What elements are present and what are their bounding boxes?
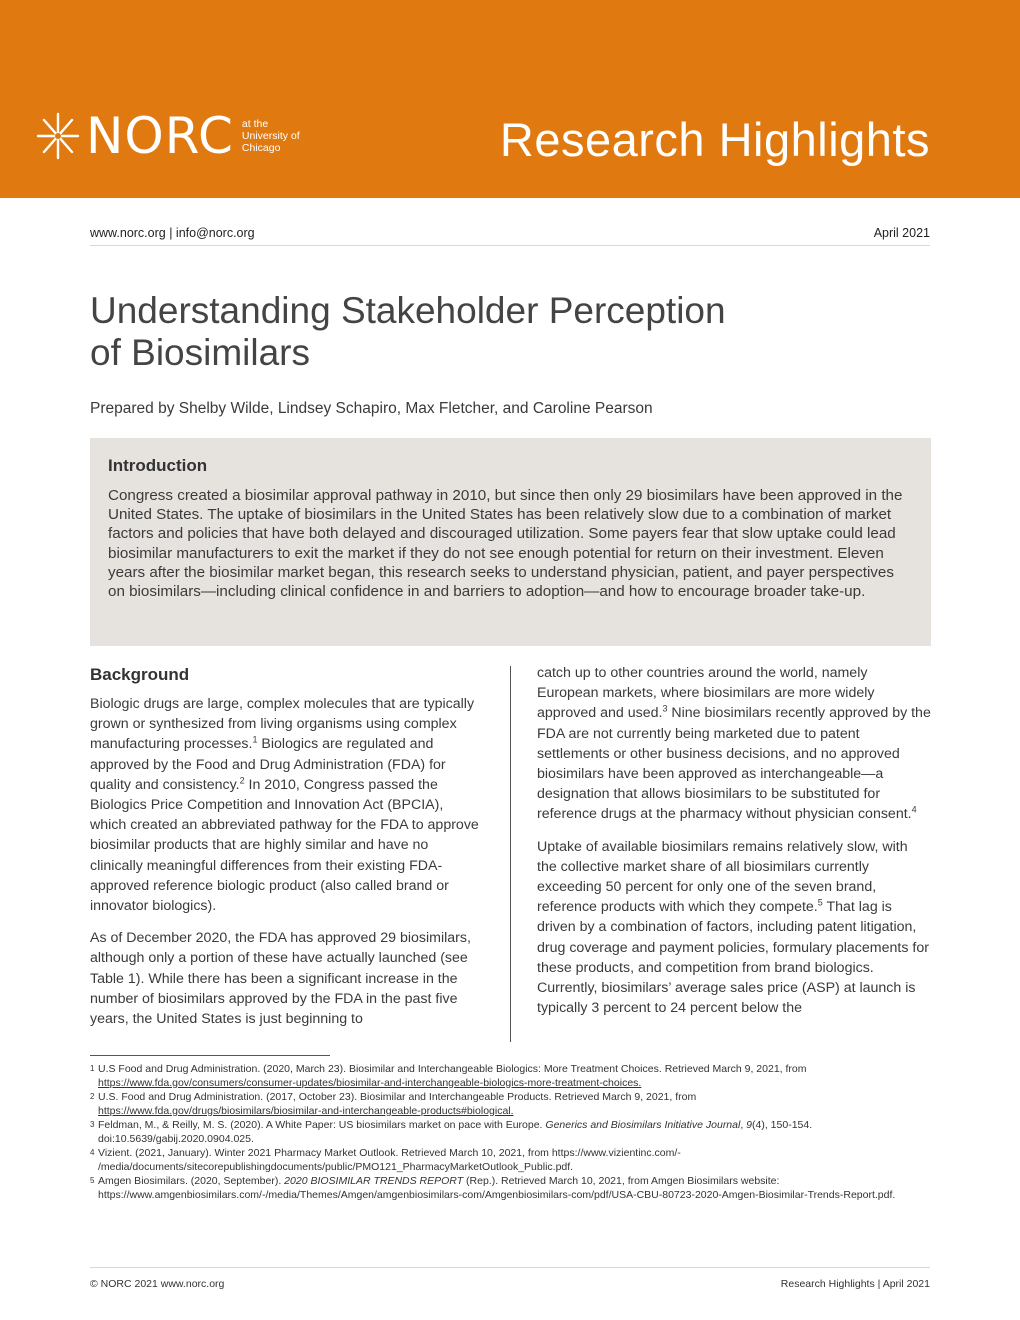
publication-date: April 2021 (873, 226, 930, 240)
background-paragraph-3: catch up to other countries around the world, namely European markets, where biosimilars are more widely approved and used.$^3$ Nine biosimilars recently approved by the FDA are not currently being marketed due to patent settlements or other business decisions, and no approved biosimilars have been approved as interchangeable—a designation that allows biosimilars to be substituted for reference drugs at the pharmacy without physician consent.$^4$ (537, 665, 931, 823)
column-divider (510, 666, 511, 1042)
introduction-box (90, 438, 931, 646)
footnote-5-link[interactable]: https://www.amgenbiosimilars.com/-/media/Themes/Amgen/amgenbiosimilars-com/Amgenbiosimilars-com/pdf/USA-CBU-80723-2020-Amgen-Biosimilar-Trends-Report.pdf. (98, 1188, 896, 1201)
footnote-2-link[interactable]: https://www.fda.gov/drugs/biosimilars/biosimilar-and-interchangeable-products#biological. (98, 1104, 514, 1117)
footnote-4: 4 Vizient. (2021, January). Winter 2021 Pharmacy Market Outlook. Retrieved March 10, 2021, from https://www.vizientinc.com/- /media/documents/sitecorepublishingdocuments/public/PMO121_PharmacyMarketOutlook_Public.pdf. (90, 1147, 681, 1173)
norc-logo[interactable] (32, 106, 300, 166)
footnote-ref-4[interactable]: 4 (911, 804, 917, 815)
background-right-column (537, 663, 931, 1030)
footnote-ref-1[interactable]: 1 (252, 734, 258, 745)
authors-line: Prepared by Shelby Wilde, Lindsey Schapiro, Max Fletcher, and Caroline Pearson (90, 400, 653, 417)
footnote-3: 3 Feldman, M., & Reilly, M. S. (2020). A White Paper: US biosimilars market on pace with Europe. Generics and Biosimilars Initiative Journal, 9(4), 150-154. doi:10.5639/gabij.2020.0904.025. (90, 1119, 813, 1145)
background-paragraph-1: Biologic drugs are large, complex molecules that are typically grown or synthesized from living organisms using complex manufacturing processes.$^1$ Biologics are regulated and approved by the Food and Drug Administration (FDA) for quality and consistency.$^2$ In 2010, Congress passed the Biologics Price Competition and Innovation Act (BPCIA), which created an abbreviated pathway for the FDA to approve biosimilar products that are highly similar and have no clinically meaningful differences from their existing FDA-approved reference biologic product (also called brand or innovator biologics). (90, 696, 479, 915)
footnotes (90, 1063, 931, 1203)
banner-title: Research Highlights (499, 113, 930, 166)
page-title: Understanding Stakeholder Perception of Biosimilars (90, 290, 726, 373)
footnote-ref-3[interactable]: 3 (662, 703, 668, 714)
background-left-column (90, 664, 482, 1041)
page-footer (90, 1278, 930, 1290)
contact-links[interactable]: www.norc.org | info@norc.org (90, 226, 255, 240)
logo-subtitle: at the University of Chicago (241, 118, 300, 154)
footnote-5: 5 Amgen Biosimilars. (2020, September). 2020 BIOSIMILAR TRENDS REPORT (Rep.). Retrieved March 10, 2021, from Amgen Biosimilars website: https://www.amgenbiosimilars.com/-/media/Themes/Amgen/amgenbiosimilars-com/Amgenbiosimilars-com/pdf/USA-CBU-80723-2020-Amgen-Biosimilar-Trends-Report.pdf. (90, 1175, 896, 1201)
background-paragraph-4: Uptake of available biosimilars remains relatively slow, with the collective market share of all biosimilars currently exceeding 50 percent for only one of the seven brand, reference products with which they compete.$^5$ That lag is driven by a combination of factors, including patent litigation, drug coverage and payment policies, formulary placements for these products, and competition from brand biologics. Currently, biosimilars’ average sales price (ASP) at launch is typically 3 percent to 24 percent below the (537, 838, 929, 1017)
introduction-heading: Introduction (108, 456, 208, 475)
footnote-2: 2 U.S. Food and Drug Administration. (2017, October 23). Biosimilar and Interchangeable Products. Retrieved March 9, 2021, from https://www.fda.gov/drugs/biosimilars/biosimilar-and-interchangeable-products#biological. (90, 1091, 697, 1117)
divider (90, 245, 930, 246)
logo-wordmark: NORC (86, 107, 234, 165)
footnote-ref-5[interactable]: 5 (817, 897, 823, 908)
footnote-1: 1 U.S Food and Drug Administration. (2020, March 23). Biosimilar and Interchangeable Biologics: More Treatment Choices. Retrieved March 9, 2021, from https://www.fda.gov/consumers/consumer-updates/biosimilar-and-interchangeable-biologics-more-treatment-choices. (90, 1063, 807, 1089)
introduction-text: Congress created a biosimilar approval pathway in 2010, but since then only 29 biosimilars have been approved in the United States. The uptake of biosimilars in the United States has been relatively slow due to a combination of market factors and policies that have both delayed and discouraged utilization. Some payers fear that slow uptake could lead biosimilar manufacturers to exit the market if they do not see enough potential for return on their investment. Eleven years after the biosimilar market began, this research seeks to understand physician, patient, and payer perspectives on biosimilars—including clinical confidence in and barriers to adoption—and how to encourage broader take-up. (108, 487, 903, 601)
norc-star-icon (32, 110, 84, 162)
footnote-ref-2[interactable]: 2 (239, 775, 245, 786)
footer-label: Research Highlights | April 2021 (780, 1278, 930, 1290)
background-heading: Background (90, 665, 190, 684)
meta-row (90, 226, 930, 246)
footnote-divider (90, 1055, 330, 1056)
footnote-4-link[interactable]: /media/documents/sitecorepublishingdocuments/public/PMO121_PharmacyMarketOutlook_Public.pdf. (98, 1160, 574, 1173)
footer-copyright: © NORC 2021 www.norc.org (90, 1278, 225, 1290)
footnote-1-link[interactable]: https://www.fda.gov/consumers/consumer-updates/biosimilar-and-interchangeable-biologics-more-treatment-choices. (98, 1076, 642, 1089)
header-banner (0, 0, 1020, 198)
footer-divider (90, 1267, 930, 1268)
background-paragraph-2: As of December 2020, the FDA has approved 29 biosimilars, although only a portion of these have actually launched (see Table 1). While there has been a significant increase in the number of biosimilars approved by the FDA in the past five years, the United States is just beginning to (90, 930, 471, 1028)
